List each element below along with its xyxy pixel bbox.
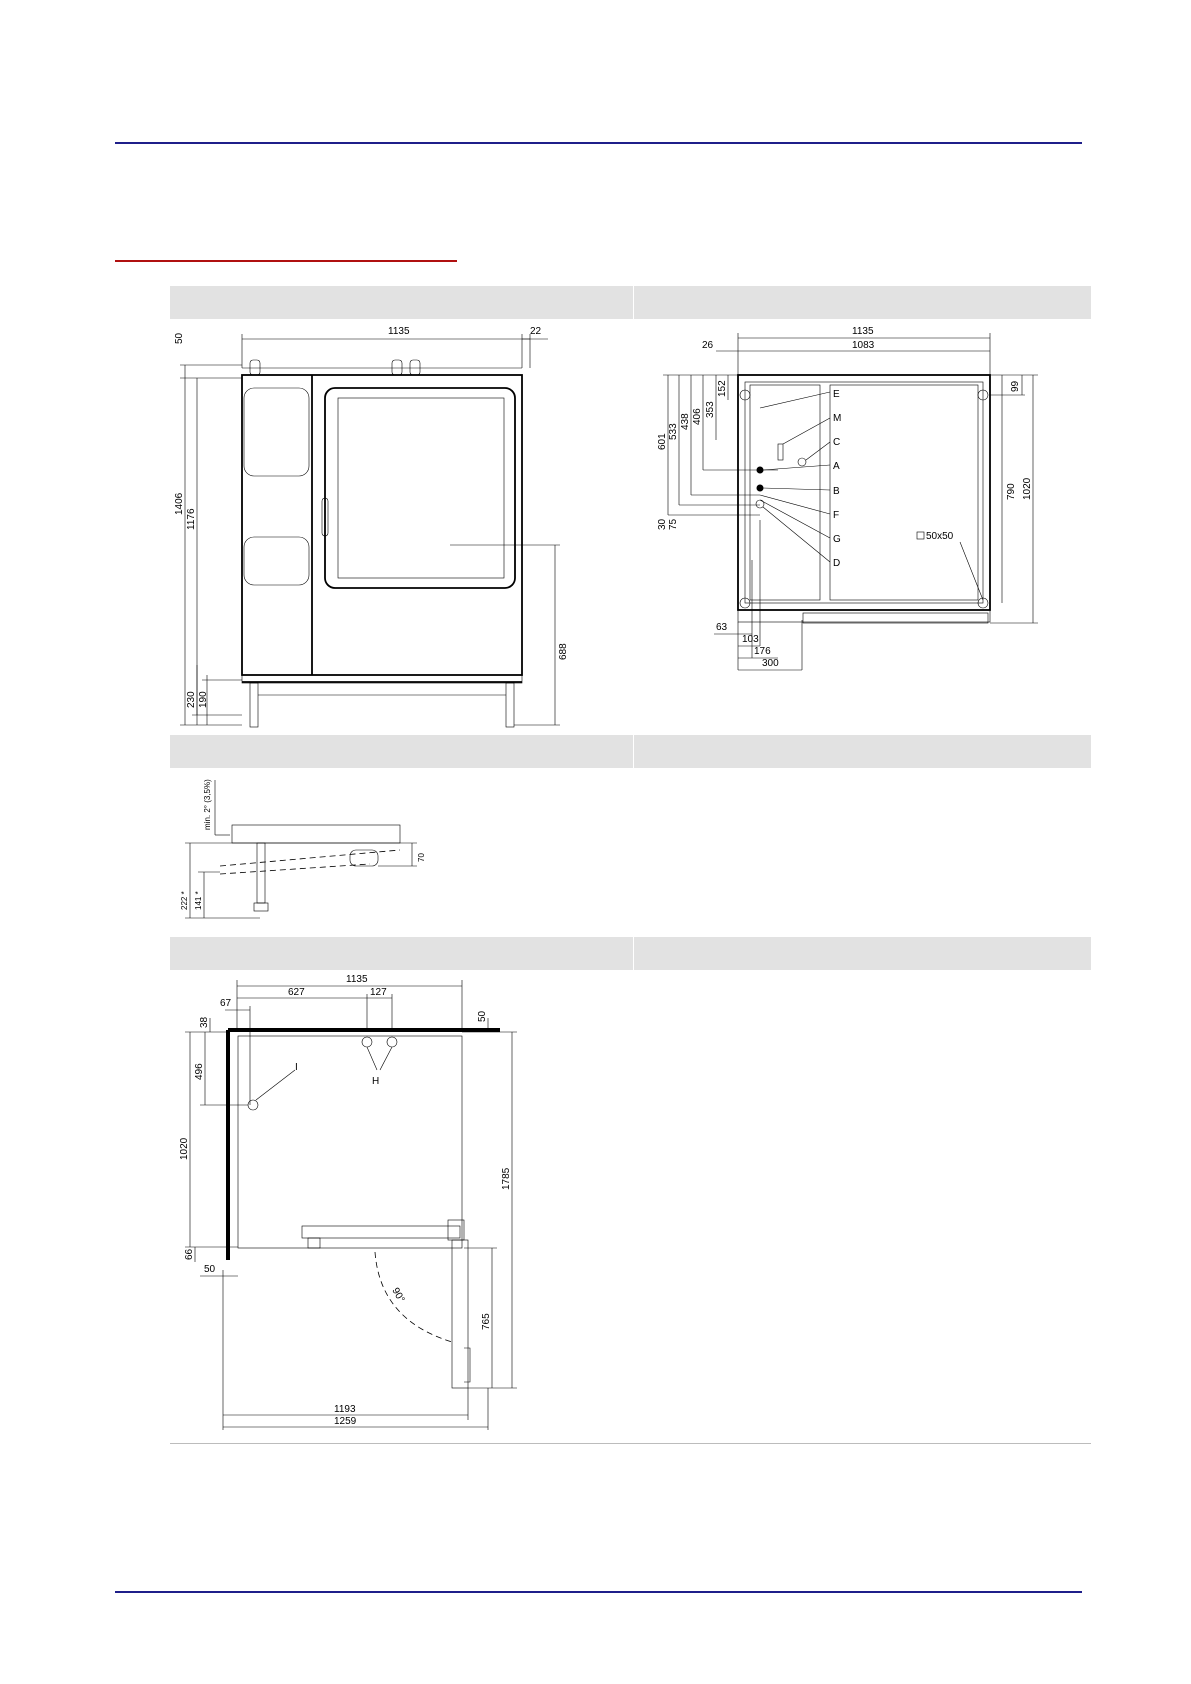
label-h: H [372, 1076, 380, 1087]
dim-d50-top: 50 [477, 1010, 488, 1022]
dim-w67: 67 [220, 998, 232, 1009]
dim-d38: 38 [199, 1016, 210, 1028]
dim-w1135: 1135 [346, 974, 368, 985]
dim-d66: 66 [184, 1248, 195, 1260]
dim-141: 141 * [194, 891, 203, 910]
section-header-band [170, 286, 1091, 319]
dim-601: 601 [657, 433, 668, 450]
dim-w127: 127 [370, 987, 387, 998]
conn-label-f: F [833, 510, 840, 521]
dim-d1785: 1785 [501, 1167, 512, 1190]
dim-99: 99 [1010, 380, 1021, 392]
dim-d765: 765 [481, 1313, 492, 1330]
dim-offset-22: 22 [530, 326, 542, 337]
dim-leg-230: 230 [186, 691, 197, 708]
dim-63: 63 [716, 622, 728, 633]
conn-label-m: M [833, 413, 842, 424]
dim-width-1135: 1135 [852, 326, 874, 337]
dim-406: 406 [692, 408, 703, 425]
section-header-band [170, 937, 1091, 970]
dim-width-1083: 1083 [852, 340, 875, 351]
footer-rule [115, 1591, 1082, 1593]
dim-222: 222 * [180, 891, 189, 910]
conn-label-d: D [833, 558, 841, 569]
plan-view-drawing [170, 970, 540, 1430]
conn-label-b: B [833, 486, 840, 497]
band-divider [633, 937, 634, 970]
conn-label-g: G [833, 534, 841, 545]
dim-w627: 627 [288, 987, 305, 998]
section-end-rule [170, 1443, 1091, 1444]
dim-103: 103 [742, 634, 759, 645]
dim-left-26: 26 [702, 340, 714, 351]
drain-slope-drawing [170, 770, 450, 930]
dim-slope-min: min. 2° (3,5%) [203, 779, 212, 830]
dim-152: 152 [717, 380, 728, 397]
front-view-drawing [170, 320, 570, 730]
dim-d1020: 1020 [179, 1137, 190, 1160]
band-divider [633, 735, 634, 768]
dim-w1259: 1259 [334, 1416, 357, 1427]
dim-angle: 90° [389, 1286, 407, 1305]
dim-leg-190: 190 [198, 691, 209, 708]
dim-438: 438 [680, 413, 691, 430]
dim-right-688: 688 [558, 643, 569, 660]
dim-height-total: 1406 [174, 492, 185, 515]
conn-label-a: A [833, 461, 840, 472]
dim-790: 790 [1006, 483, 1017, 500]
dim-353: 353 [705, 401, 716, 418]
section-title-underline [115, 260, 457, 262]
dim-width: 1135 [388, 326, 410, 337]
dim-300: 300 [762, 658, 779, 669]
dim-70: 70 [417, 853, 426, 862]
dim-176: 176 [754, 646, 771, 657]
section-header-band [170, 735, 1091, 768]
dim-d50-left: 50 [204, 1264, 216, 1275]
conn-label-c: C [833, 437, 841, 448]
label-i: I [295, 1062, 298, 1073]
dim-square: 50x50 [926, 531, 954, 542]
dim-top-50: 50 [174, 332, 185, 344]
conn-label-e: E [833, 389, 840, 400]
dim-w1193: 1193 [334, 1404, 356, 1415]
dim-height-body: 1176 [186, 508, 197, 530]
dim-533: 533 [668, 423, 679, 440]
top-view-drawing [630, 320, 1050, 680]
dim-30: 30 [657, 518, 668, 530]
band-divider [633, 286, 634, 319]
dim-d496: 496 [194, 1063, 205, 1080]
dim-1020: 1020 [1022, 477, 1033, 500]
dim-75: 75 [668, 518, 679, 530]
header-rule [115, 142, 1082, 144]
